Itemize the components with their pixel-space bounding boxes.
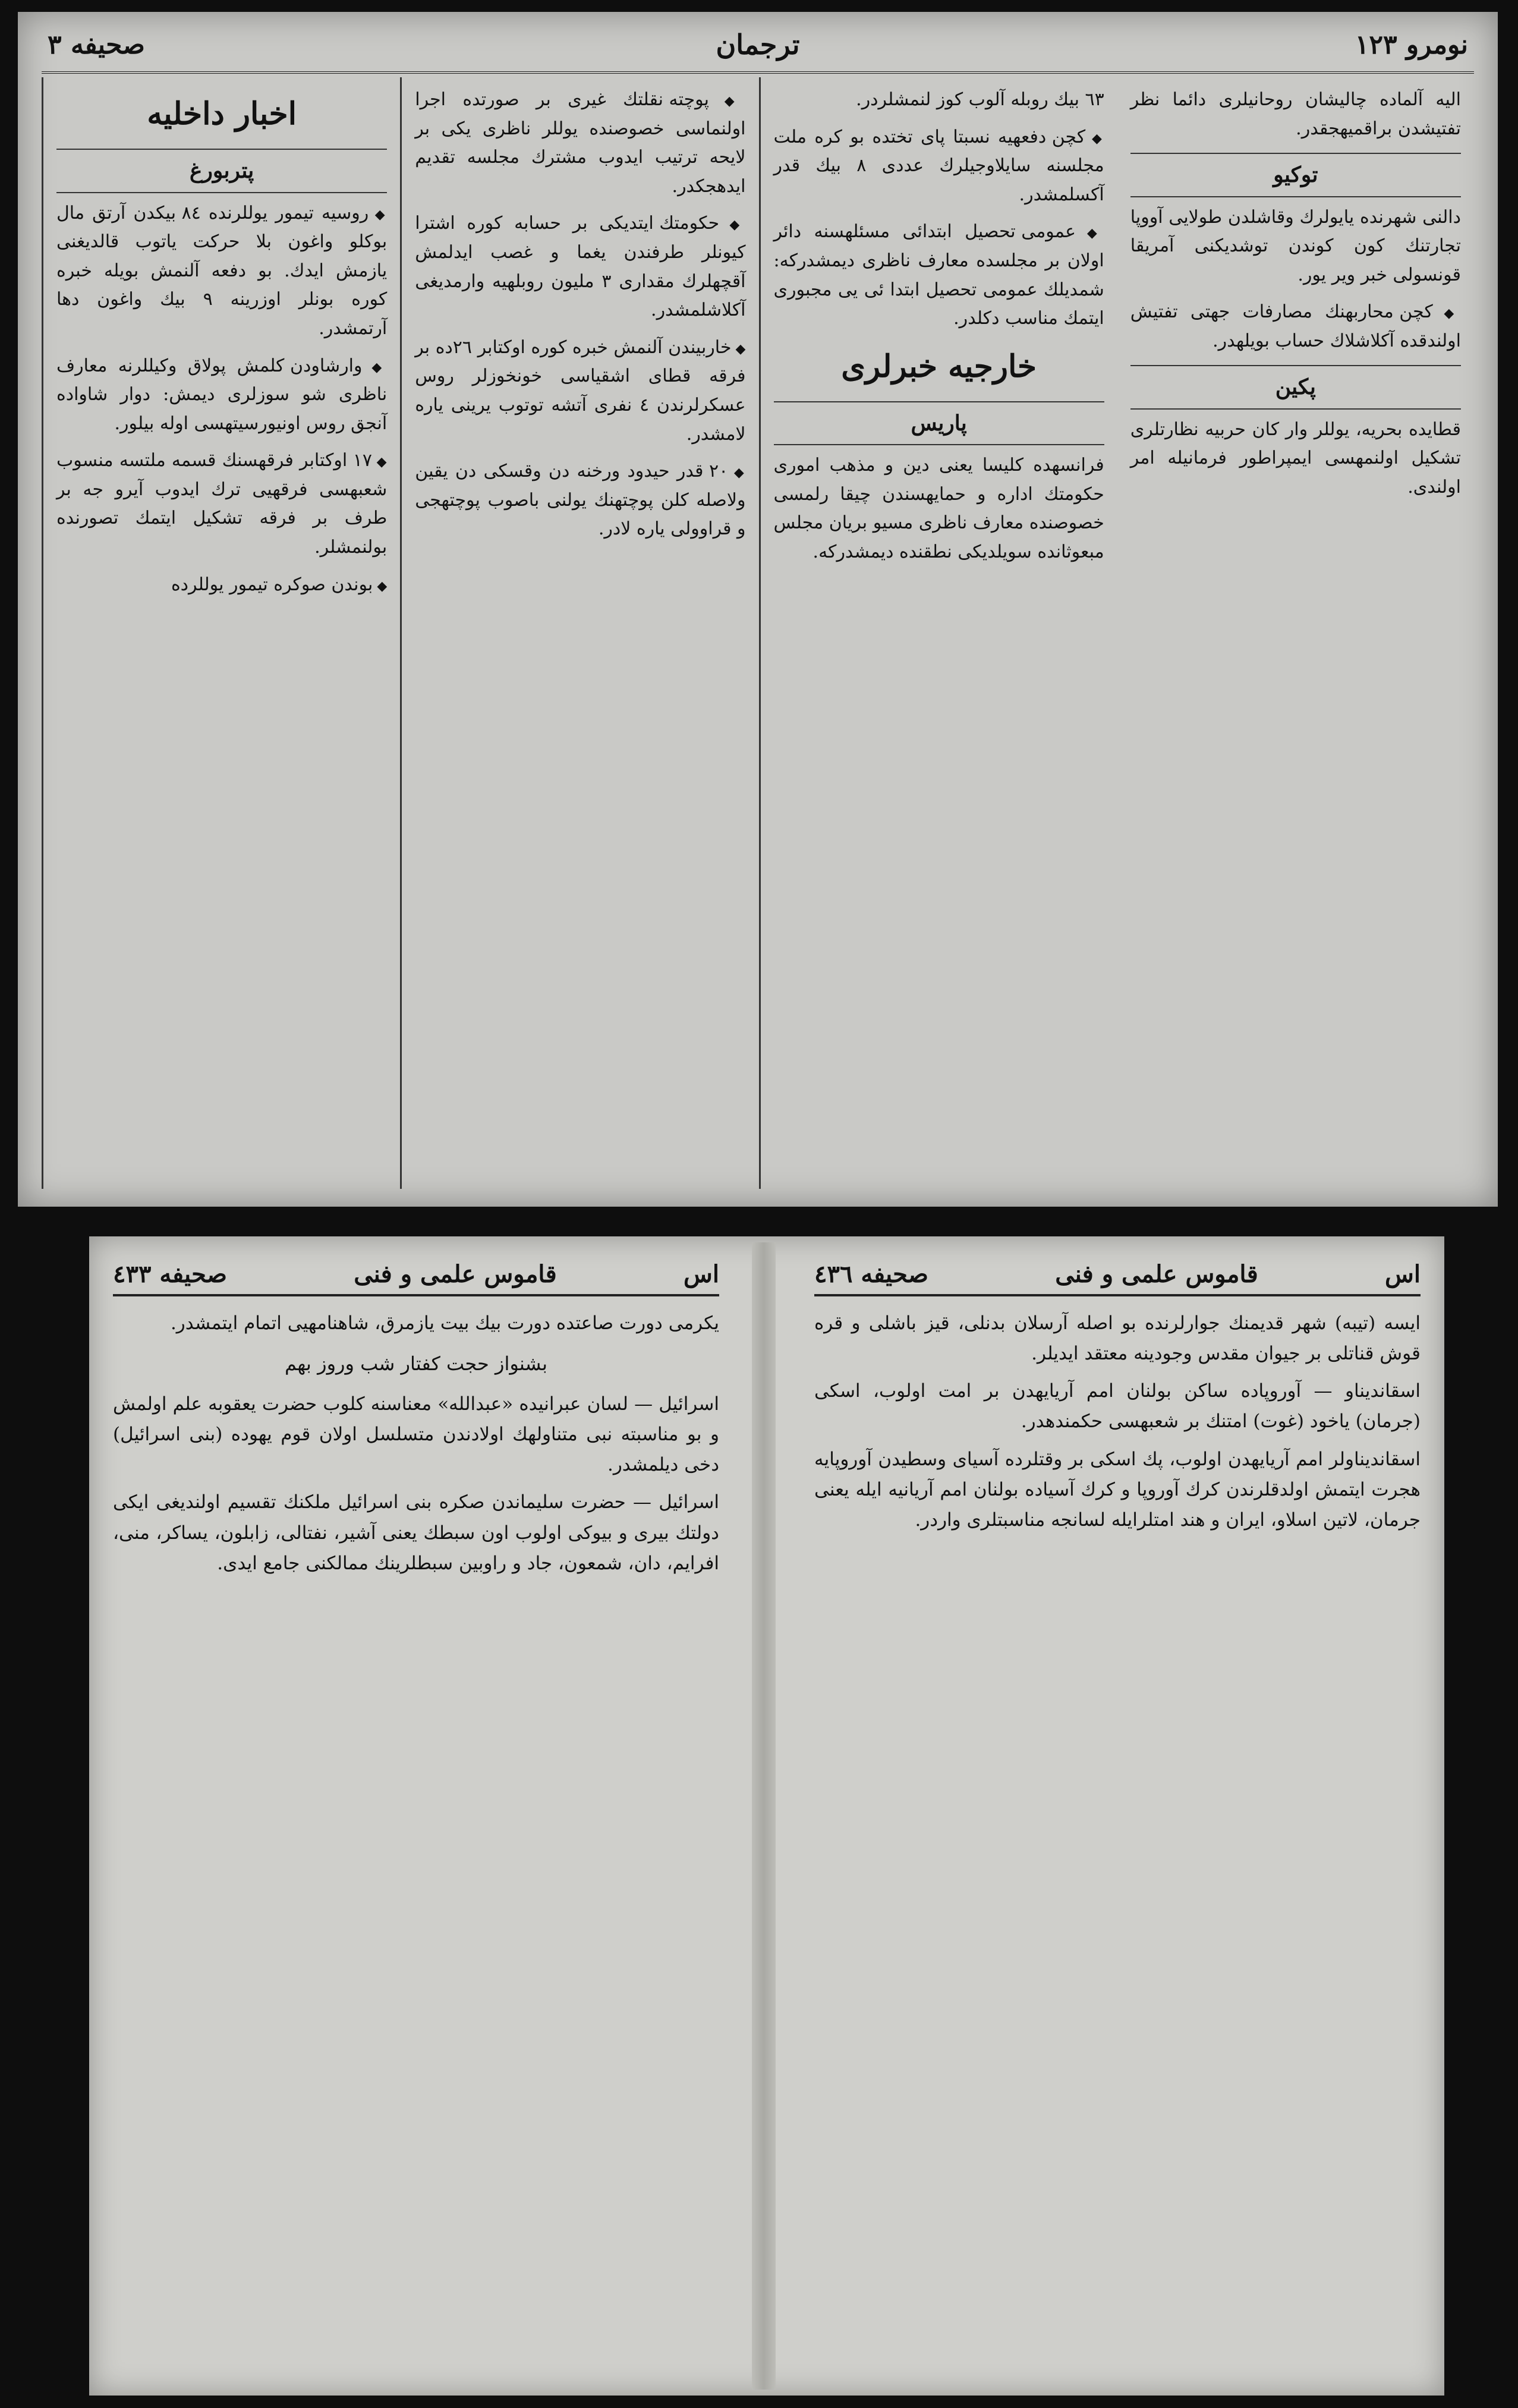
news-paragraph: ٦٣ بيك روبله آلوب كوز لنمشلردر.	[856, 89, 1104, 110]
masthead	[42, 24, 1474, 74]
news-paragraph: ◆ خاربيندن آلنمش خبره كوره اوكتابر ٢٦ده بر فرقه قطاى اشقياسى خونخوزلر روس عسكرلرندن ٤ نفرى آتشه توتوب يرينى ياره لامشدر.	[415, 333, 745, 449]
news-paragraph: ◆ ١٧ اوكتابر فرقهسنك قسمه ملتسه منسوب شعبهسى فرقهيى ترك ايدوب آيرو جه بر طرف بر فرقه تشكيل ايتمك تصورنده بولنمشلر.	[56, 446, 387, 562]
header-page-number: صحيفه ٤٣٣	[113, 1260, 227, 1288]
news-paragraph: قطايده بحريه، يوللر وار كان حربيه نظارتلرى تشكيل اولنمهسى ايمپراطور فرمانيله امر اولندى.	[1130, 418, 1461, 498]
page-gutter	[752, 1242, 776, 2390]
news-paragraph: ◆ حكومتك ايتديكى بر حسابه كوره اشترا كيونلر طرفندن يغما و غصب ايدلمش آقچهلرك مقدارى ٣ مليون روبلهيه وارمديغى آكلاشلمشدر.	[415, 209, 745, 325]
news-paragraph: فرانسهده كليسا يعنى دين و مذهب امورى حكومتك اداره و حمايهسندن چيقا رلمسى خصوصنده معارف ناظرى مسيو بريان مجلس مبعوثانده سويلديكى نطقنده ديمشدركه.	[773, 455, 1104, 563]
column-1	[42, 77, 400, 1189]
encyclopedia-page-left	[89, 1236, 743, 2396]
news-paragraph: ◆ پوچته نقلتك غيرى بر صورتده اجرا اولنماسى خصوصنده يوللر ناظرى يكى بر لايحه ترتيب ايدوب مشترك مجلسه تقديم ايدهجكدر.	[415, 86, 745, 201]
section-heading-foreign-news: خارجيه خبرلرى	[841, 348, 1037, 385]
encyclopedia-body	[113, 1308, 719, 1579]
header-letter: اس	[684, 1260, 719, 1288]
news-paragraph: ◆ ٢٠ قدر حيدود ورخنه دن وقسكى دن يقين ولاصله كلن پوچتهنك يولنى باصوب پوچتهجى و قراوولى ياره لادر.	[415, 457, 745, 544]
verse-line: بشنواز حجت كفتار شب وروز بهم	[285, 1352, 547, 1375]
column-heading: اخبار داخليه	[147, 96, 297, 132]
news-paragraph: دالنى شهرنده يايولرك وقاشلدن طولايى آووپا تجارتنك كون كوندن توشديكنى آمريقا قونسولى خبر وير يور.	[1130, 206, 1461, 285]
newspaper-title: ترجمان	[716, 29, 800, 61]
news-paragraph: اليه آلماده چاليشان روحانيلرى دائما نظر تفتيشدن براقميهجقدر.	[1130, 89, 1461, 139]
column-subheading: پتربورغ	[56, 149, 387, 193]
news-paragraph: ◆ روسيه تيمور يوللرنده ٨٤ بيكدن آرتق مال بوكلو واغون بلا حرکت ياتوب قالديغنى يازمش ايدك. بو دفعه آلنمش بويله خبره كوره بونلر اوزرينه ٩ بيك واغون دها آرتمشدر.	[56, 199, 387, 344]
header-title: قاموس علمى و فنى	[354, 1260, 557, 1288]
header-letter: اس	[1385, 1260, 1421, 1288]
entry-paragraph: اسقانديناو — آوروپاده ساكن بولنان امم آريايهدن بر امت اولوب، اسكى (جرمان) ياخود (غوت) امتنك بر شعبهسى حكمندهدر.	[814, 1380, 1421, 1433]
newspaper-page	[18, 12, 1498, 1207]
encyclopedia-spread	[89, 1236, 1444, 2396]
encyclopedia-page-right	[791, 1236, 1444, 2396]
entry-paragraph: ايسه (تيبه) شهر قديمنك جوارلرنده بو اصله آرسلان بدنلى، قيز باشلى و قره قوش قناتلى بر جيوان مقدس وجودينه معتقد ايديلر.	[814, 1312, 1421, 1365]
news-paragraph: ◆ بوندن صوكره تيمور يوللرده	[56, 571, 387, 600]
entry-paragraph: يكرمى دورت صاعتده دورت بيك بيت يازمرق، شاهنامهيى اتمام ايتمشدر.	[170, 1312, 719, 1334]
entry-paragraph: اسرائيل — لسان عبرانيده «عبدالله» معناسنه كلوب حضرت يعقوبه علم اولمش و بو مناسبته نبى متناولهك اولادندن متسلسل اولان قوم يهوده (بنى اسرائيل) دخى ديلمشدر.	[113, 1393, 719, 1476]
entry-paragraph: اسقانديناولر امم آريايهدن اولوب، پك اسكى بر وقتلرده آسياى وسطيدن آوروپايه هجرت ايتمش اولدقلرندن كرك آوروپا و كرك آسياده بولنان امم آريانيه ايله يعنى جرمان، لاتين اسلاو، ايران و هند امتلرايله لسانجه مناسبتلرى واردر.	[814, 1448, 1421, 1531]
header-page-number: صحيفه ٤٣٦	[814, 1260, 928, 1288]
encyclopedia-header	[814, 1260, 1421, 1296]
news-columns	[42, 77, 1474, 1189]
header-title: قاموس علمى و فنى	[1055, 1260, 1258, 1288]
column-3	[759, 77, 1117, 1189]
dateline-peking: پكين	[1130, 365, 1461, 409]
encyclopedia-header	[113, 1260, 719, 1296]
encyclopedia-body	[814, 1308, 1421, 1535]
dateline-tokyo: توكيو	[1130, 153, 1461, 197]
column-4	[1117, 77, 1474, 1189]
news-paragraph: ◆ وارشاودن كلمش پولاق وكيللرنه معارف ناظرى شو سوزلرى ديمش: دوار شاواده آنجق روس اونيورسيتهسى اوله بيلور.	[56, 352, 387, 439]
news-paragraph: ◆ كچن دفعهيه نسبتا پاى تختده بو كره ملت مجلسنه سايلاوجيلرك عددى ٨ بيك قدر آكسلمشدر.	[774, 123, 1104, 210]
entry-paragraph: اسرائيل — حضرت سليماندن صكره بنى اسرائيل ملكنك تقسيم اولنديغى ايكى دولتك بيرى و بيوكى اولوب اون سبطك يعنى آشير، نفتالى، زابلون، يساكر، منى، افرايم، دان، شمعون، جاد و راوبين سبطلرينك ممالكنى جامع ايدى.	[113, 1491, 719, 1574]
dateline-paris: پاريس	[774, 401, 1104, 445]
column-2	[400, 77, 758, 1189]
issue-number: نومرو ۱۲۳	[1355, 30, 1468, 60]
news-paragraph: ◆ عمومى تحصيل ابتدائى مسئلهسنه دائر اولان بر مجلسده معارف ناظرى ديمشدركه: شمديلك عمومى تحصيل ابتدا ئى يى مجبورى ايتمك مناسب دكلدر.	[774, 218, 1104, 333]
page-number: صحيفه ٣	[48, 30, 145, 60]
news-paragraph: ◆ كچن محاربهنك مصارفات جهتى تفتيش اولندقده آكلاشلاك حساب بويلهدر.	[1130, 298, 1461, 355]
